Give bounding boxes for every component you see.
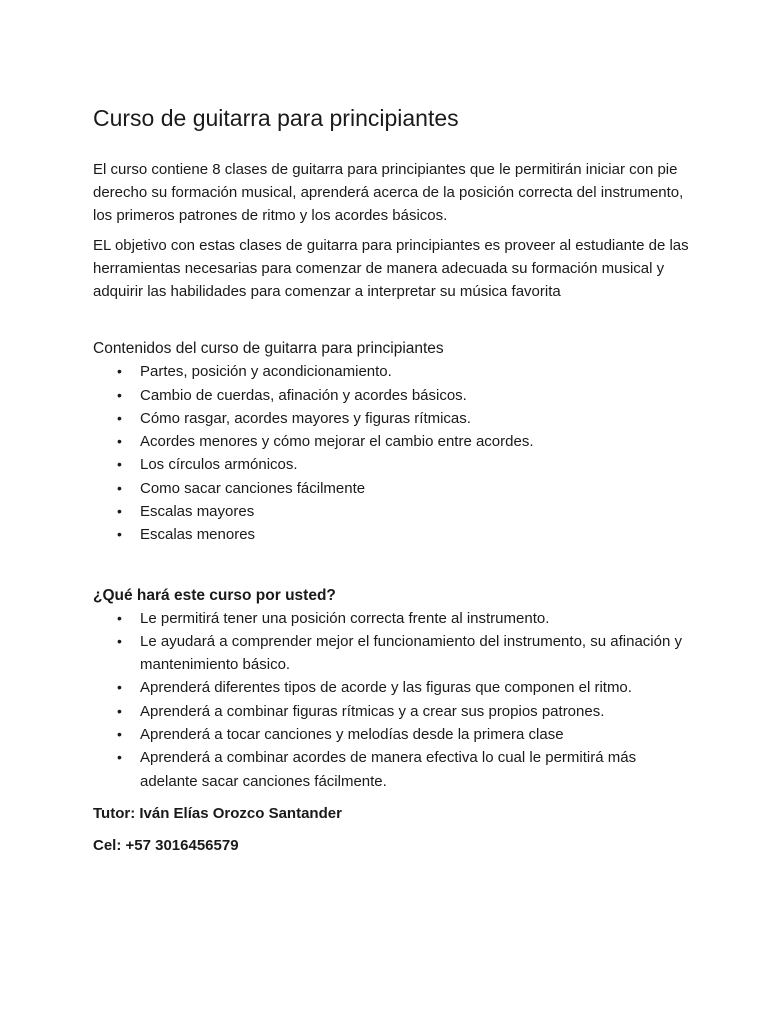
bullet-icon: • [117,503,122,519]
list-item [93,723,693,746]
contents-list [93,360,693,546]
list-item-text: Cambio de cuerdas, afinación y acordes básicos. [140,386,467,404]
document-page [93,104,693,857]
list-item-text: Los círculos armónicos. [140,456,298,474]
bullet-icon: • [117,749,122,766]
list-item [93,384,693,407]
bullet-icon: • [117,526,122,543]
contents-heading: Contenidos del curso de guitarra para principiantes [93,340,444,358]
list-item-text: Aprenderá diferentes tipos de acorde y las figuras que componen el ritmo. [140,679,632,697]
phone-line: Cel: +57 3016456579 [93,836,239,854]
list-item-text: Le permitirá tener una posición correcta frente al instrumento. [140,609,550,627]
list-item [93,477,693,500]
list-item-text: Escalas mayores [140,503,255,520]
bullet-icon: • [117,363,122,380]
bullet-icon: • [117,726,122,743]
document-title: Curso de guitarra para principiantes [93,105,459,131]
list-item-text: Acordes menores y cómo mejorar el cambio entre acordes. [140,433,534,451]
list-item [93,453,693,476]
list-item-text: Le ayudará a comprender mejor el funcionamiento del instrumento, su afinación y mantenimiento básico. [140,632,682,674]
list-item [93,700,693,723]
list-item [93,407,693,430]
benefits-list [93,607,693,793]
intro-paragraph: El curso contiene 8 clases de guitarra para principiantes que le permitirán iniciar con pie derecho su formación musical, aprenderá acerca de la posición correcta del instrumento, los primeros patrones de ritmo y los acordes básicos. [93,161,684,225]
bullet-icon: • [117,632,122,649]
list-item-text: Partes, posición y acondicionamiento. [140,363,392,381]
list-item-text: Como sacar canciones fácilmente [140,479,366,497]
list-item [93,523,693,546]
bullet-icon: • [117,679,122,696]
list-item [93,500,693,523]
bullet-icon: • [117,456,122,473]
list-item-text: Cómo rasgar, acordes mayores y figuras rítmicas. [140,409,471,427]
list-item [93,746,693,793]
objective-paragraph: EL objetivo con estas clases de guitarra para principiantes es proveer al estudiante de las herramientas necesarias para comenzar de manera adecuada su formación musical y adquirir las habilidades para comenzar a interpretar su música favorita [93,236,689,301]
list-item [93,630,693,677]
list-item [93,430,693,453]
benefits-heading: ¿Qué hará este curso por usted? [93,586,336,604]
list-item-text: Escalas menores [140,526,256,544]
bullet-icon: • [117,433,122,450]
bullet-icon: • [117,479,122,496]
list-item-text: Aprenderá a tocar canciones y melodías desde la primera clase [140,726,564,744]
bullet-icon: • [117,409,122,426]
list-item [93,360,693,383]
list-item-text: Aprenderá a combinar figuras rítmicas y a crear sus propios patrones. [140,702,605,720]
tutor-line: Tutor: Iván Elías Orozco Santander [93,804,342,822]
list-item-text: Aprenderá a combinar acordes de manera efectiva lo cual le permitirá más adelante sacar canciones fácilmente. [140,749,637,790]
bullet-icon: • [117,386,122,403]
bullet-icon: • [117,702,122,719]
bullet-icon: • [117,609,122,626]
list-item [93,607,693,630]
list-item [93,676,693,699]
